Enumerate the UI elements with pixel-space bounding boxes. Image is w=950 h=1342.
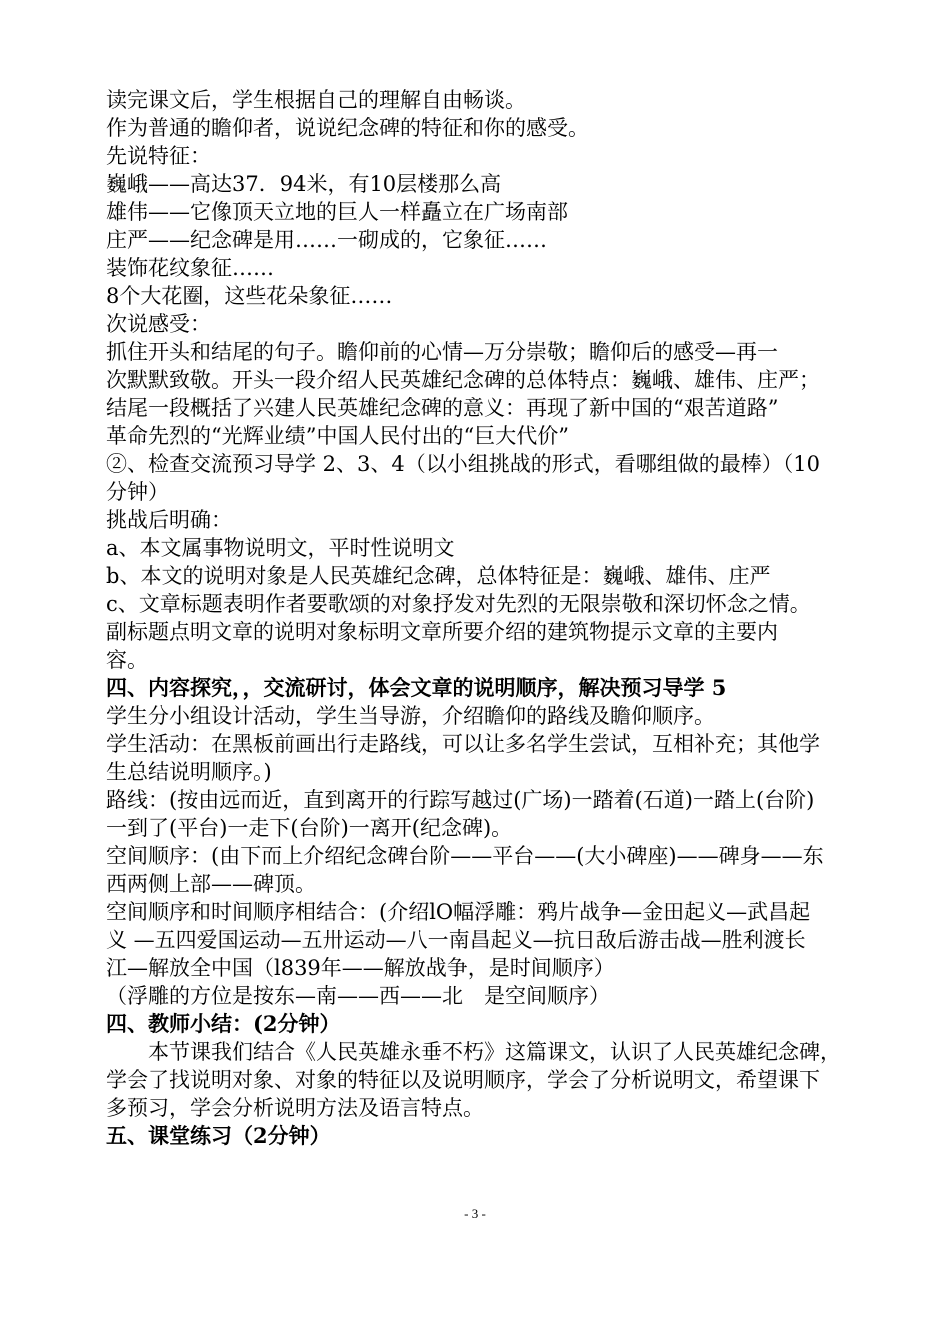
text-line: 江—解放全中国（l839年——解放战争，是时间顺序） [106,956,615,980]
text-line: 空间顺序和时间顺序相结合：(介绍lO幅浮雕：鸦片战争—金田起义—武昌起 [106,900,811,924]
text-line: （浮雕的方位是按东—南——西——北 是空间顺序） [106,984,610,1008]
section-heading: 五、课堂练习（2分钟） [106,1123,331,1148]
section-heading: 四、教师小结：(2分钟） [106,1011,341,1036]
text-line: 多预习，学会分析说明方法及语言特点。 [106,1096,484,1120]
text-line: 本节课我们结合《人民英雄永垂不朽》这篇课文，认识了人民英雄纪念碑， [148,1040,841,1064]
text-line: 分钟） [106,480,169,504]
page-number: - 3 - [464,1206,486,1221]
text-line: 作为普通的瞻仰者，说说纪念碑的特征和你的感受。 [106,116,589,140]
text-line: 次说感受： [106,312,211,336]
text-line: 生总结说明顺序。) [106,760,272,784]
text-line: 空间顺序：(由下而上介绍纪念碑台阶——平台——(大小碑座)——碑身——东 [106,844,824,868]
text-line: 学生分小组设计活动，学生当导游，介绍瞻仰的路线及瞻仰顺序。 [106,704,715,728]
text-line: 容。 [106,648,148,672]
text-line: 副标题点明文章的说明对象标明文章所要介绍的建筑物提示文章的主要内 [106,620,778,644]
text-line: 先说特征： [106,144,211,168]
text-line: 挑战后明确： [106,508,232,532]
text-line: 一到了(平台)一走下(台阶)一离开(纪念碑)。 [106,816,513,840]
text-line: 学会了找说明对象、对象的特征以及说明顺序，学会了分析说明文，希望课下 [106,1068,820,1092]
text-line: a、本文属事物说明文，平时性说明文 [106,536,455,560]
text-line: 结尾一段概括了兴建人民英雄纪念碑的意义：再现了新中国的“艰苦道路” [106,396,779,420]
text-line: 义 —五四爱国运动—五卅运动—八一南昌起义—抗日敌后游击战—胜利渡长 [106,928,806,952]
text-line: ②、检查交流预习导学 2、3、4（以小组挑战的形式，看哪组做的最棒）（10 [106,452,820,476]
section-heading: 四、内容探究，，交流研讨，体会文章的说明顺序，解决预习导学 5 [106,675,727,700]
text-line: 路线：(按由远而近，直到离开的行踪写越过(广场)一踏着(石道)一踏上(台阶) [106,788,815,812]
text-line: 8个大花圈，这些花朵象征…… [106,284,393,308]
text-line: 次默默致敬。开头一段介绍人民英雄纪念碑的总体特点：巍峨、雄伟、庄严； [106,368,820,392]
text-line: b、本文的说明对象是人民英雄纪念碑，总体特征是：巍峨、雄伟、庄严 [106,564,771,588]
text-line: 巍峨——高达37．94米，有10层楼那么高 [106,172,502,196]
text-line: c、文章标题表明作者要歌颂的对象抒发对先烈的无限崇敬和深切怀念之情。 [106,592,811,616]
text-line: 读完课文后，学生根据自己的理解自由畅谈。 [106,88,526,112]
text-line: 庄严——纪念碑是用……一砌成的，它象征…… [106,228,547,252]
text-line: 抓住开头和结尾的句子。瞻仰前的心情—万分崇敬；瞻仰后的感受—再一 [106,340,778,364]
text-line: 雄伟——它像顶天立地的巨人一样矗立在广场南部 [106,200,568,224]
document-body [106,86,866,1150]
text-line: 革命先烈的“光辉业绩”中国人民付出的“巨大代价” [106,424,569,448]
text-line: 学生活动：在黑板前画出行走路线，可以让多名学生尝试，互相补充；其他学 [106,732,820,756]
text-line: 西两侧上部——碑顶。 [106,872,316,896]
text-line: 装饰花纹象征…… [106,256,274,280]
